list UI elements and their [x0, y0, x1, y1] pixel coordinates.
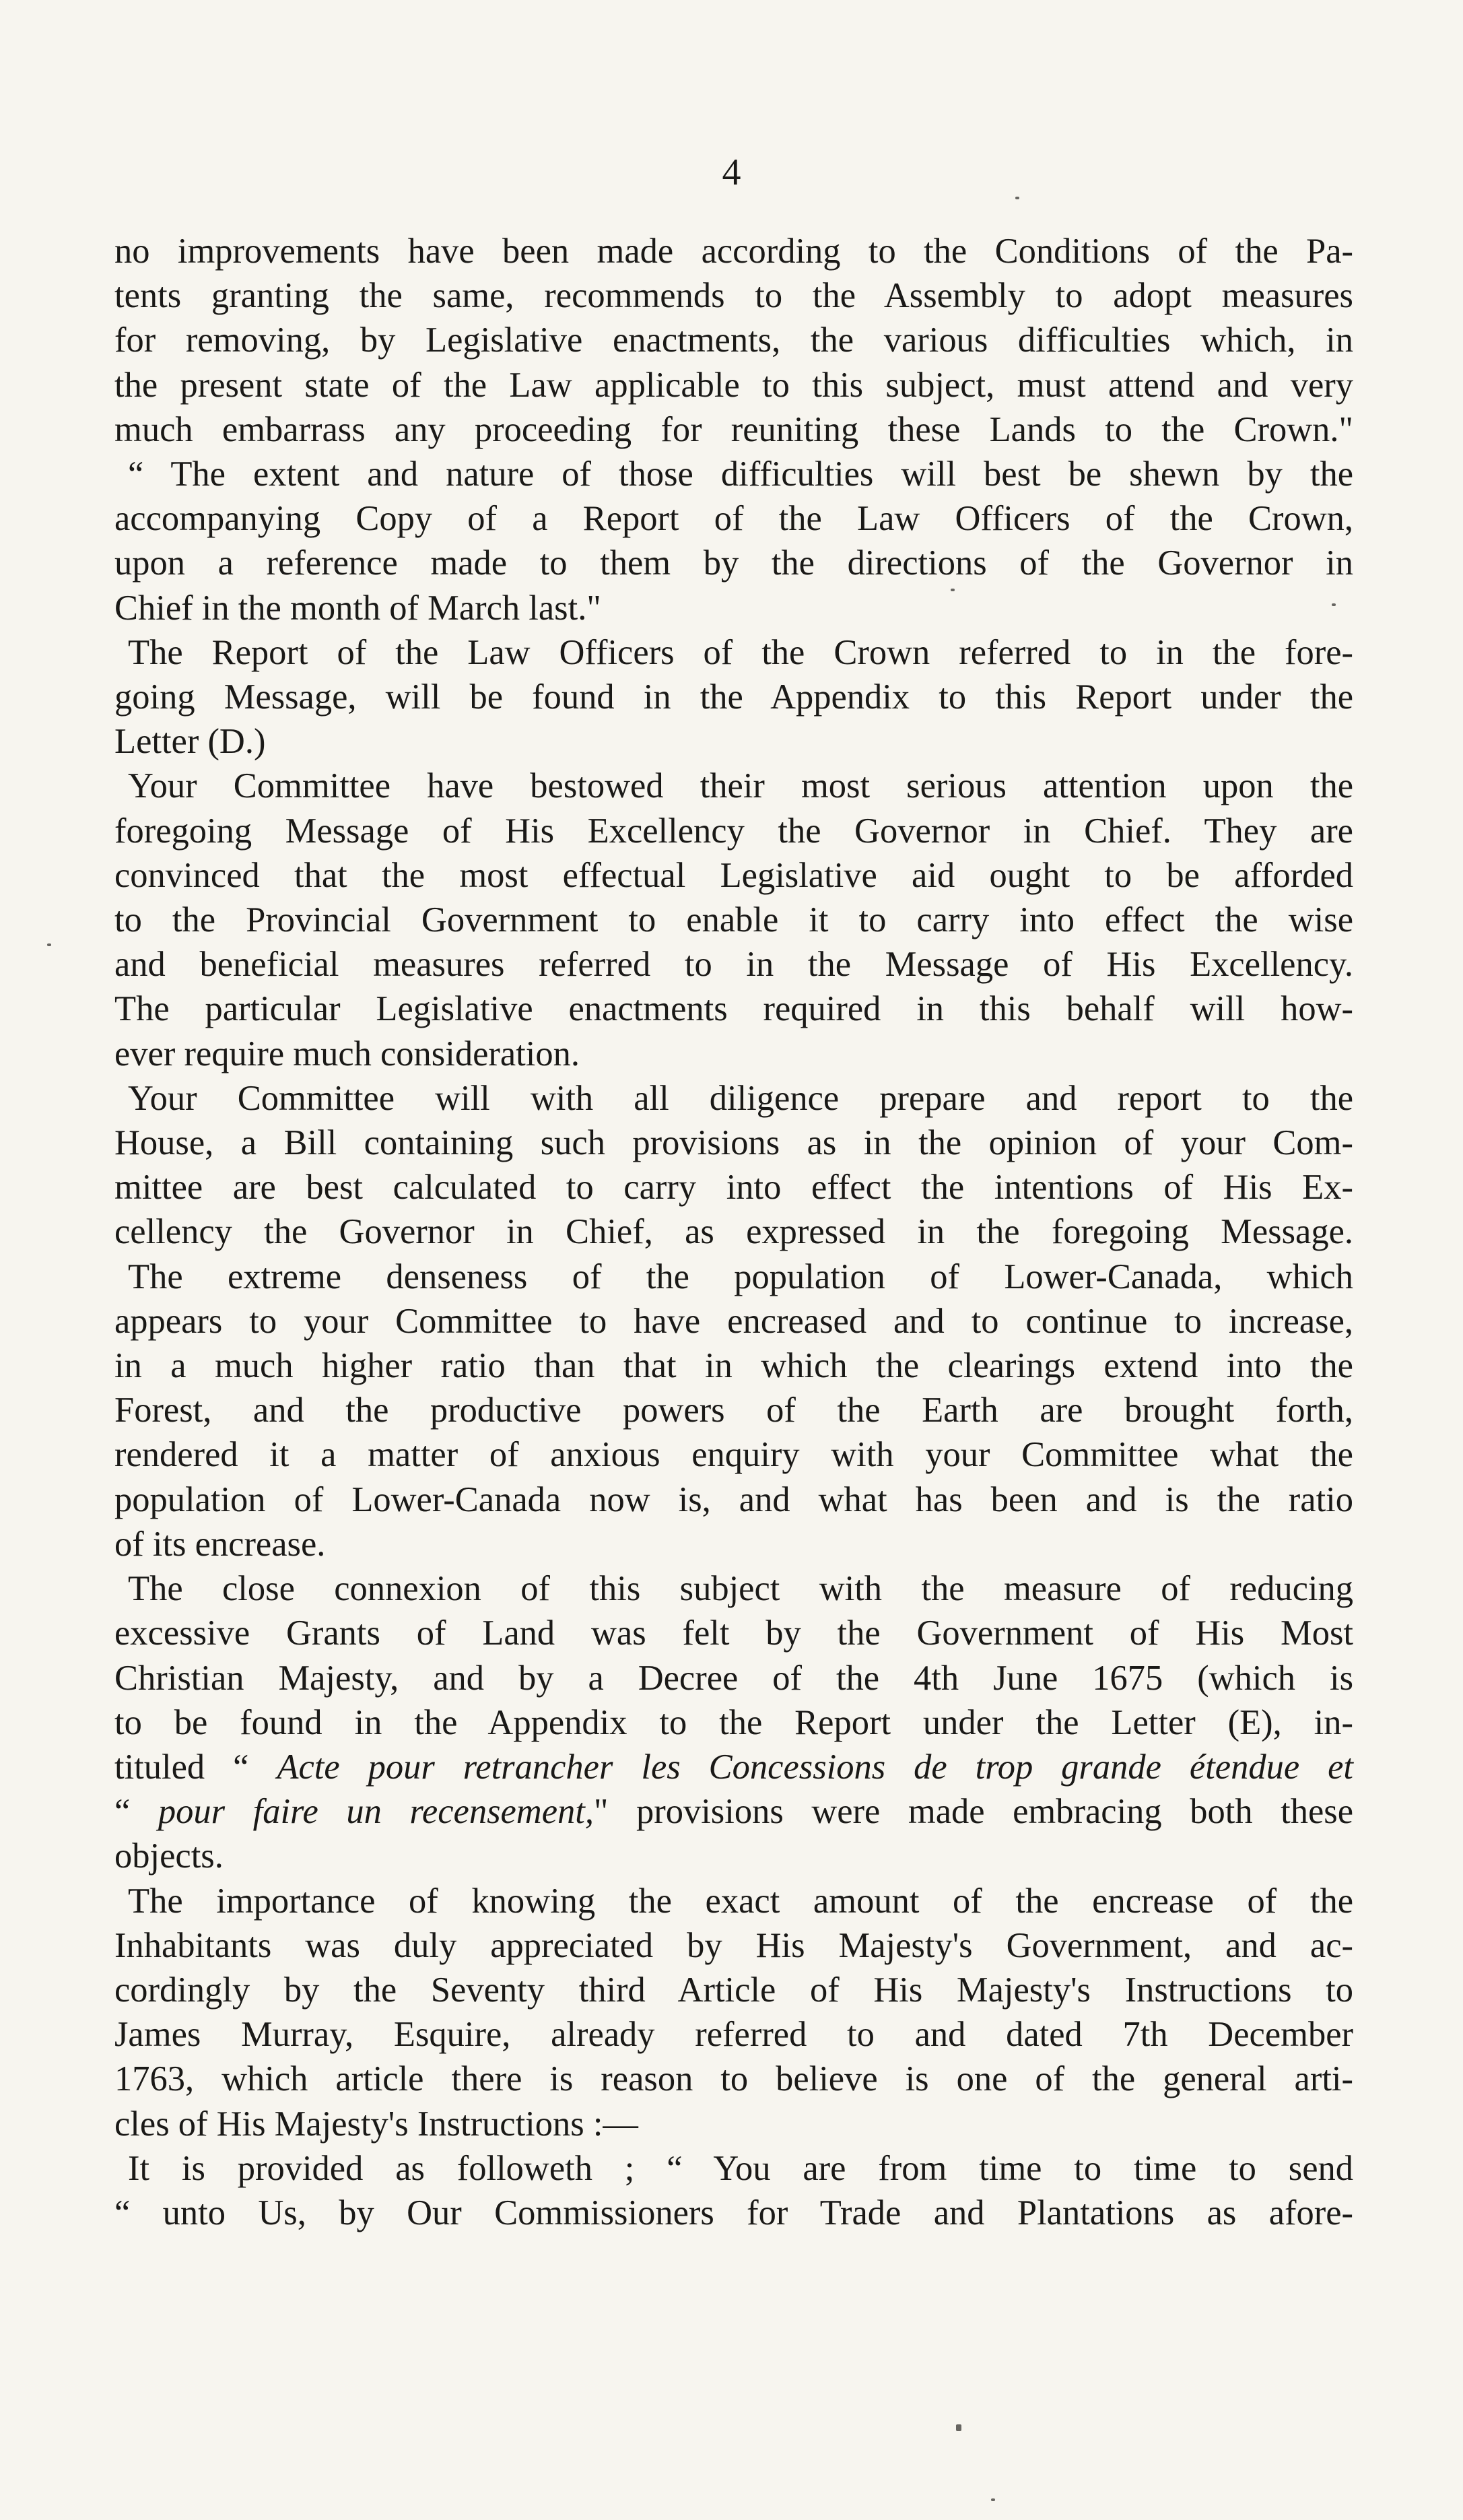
text-line: of its encrease. [114, 1524, 326, 1564]
paragraph-population-denseness [114, 1255, 1353, 1566]
text-line: mittee are best calculated to carry into effect the intentions of His Ex- [114, 1168, 1353, 1207]
ink-speck [1332, 603, 1336, 606]
text-line: Your Committee will with all diligence prepare and report to the [128, 1078, 1353, 1118]
text-line: to be found in the Appendix to the Report under the Letter (E), in- [114, 1702, 1353, 1742]
text-line: Inhabitants was duly appreciated by His Majesty's Government, and ac- [114, 1925, 1353, 1965]
text-line: 1763, which article there is reason to believe is one of the general arti- [114, 2059, 1353, 2099]
text-line: foregoing Message of His Excellency the Governor in Chief. They are [114, 811, 1353, 851]
text-line: cordingly by the Seventy third Article of His Majesty's Instructions to [114, 1970, 1353, 2010]
text-line: for removing, by Legislative enactments, the various difficulties which, in [114, 321, 1353, 360]
paragraph-bill-preparation [114, 1076, 1353, 1255]
french-title-italic: pour faire un recensement, [158, 1792, 594, 1832]
text-line: objects. [114, 1836, 224, 1876]
paragraph-difficulties [114, 452, 1353, 630]
text-line: cellency the Governor in Chief, as expressed in the foregoing Message. [114, 1212, 1353, 1252]
text-line: Your Committee have bestowed their most serious attention upon the [128, 766, 1353, 806]
text-line: “ The extent and nature of those difficulties will best be shewn by the [128, 455, 1353, 494]
text-line: upon a reference made to them by the directions of the Governor in [114, 543, 1353, 583]
text-fragment: " provisions were made embracing both these [594, 1792, 1354, 1832]
text-line: ever require much consideration. [114, 1034, 580, 1073]
ink-speck [1015, 197, 1019, 199]
text-line: in a much higher ratio than that in which the clearings extend into the [114, 1346, 1353, 1386]
text-line: The extreme denseness of the population of Lower-Canada, which [128, 1257, 1353, 1296]
text-line: House, a Bill containing such provisions as in the opinion of your Com- [114, 1123, 1353, 1163]
ink-speck [991, 2498, 995, 2501]
text-line: much embarrass any proceeding for reuniting these Lands to the Crown." [114, 409, 1353, 449]
text-line: rendered it a matter of anxious enquiry with your Committee what the [114, 1435, 1353, 1475]
text-line: Chief in the month of March last." [114, 588, 601, 628]
text-line: James Murray, Esquire, already referred to and dated 7th December [114, 2015, 1353, 2055]
page-number: 4 [722, 152, 741, 193]
text-line: accompanying Copy of a Report of the Law Officers of the Crown, [114, 499, 1353, 539]
text-line: Letter (D.) [114, 722, 266, 762]
text-line: The importance of knowing the exact amount of the encrease of the [128, 1881, 1353, 1921]
text-line: tents granting the same, recommends to the Assembly to adopt measures [114, 276, 1353, 316]
text-line: It is provided as followeth ; “ You are from time to time to send [128, 2148, 1353, 2188]
text-line: appears to your Committee to have encreased and to continue to increase, [114, 1301, 1353, 1341]
text-line: Forest, and the productive powers of the Earth are brought forth, [114, 1391, 1353, 1430]
paragraph-law-officers-report [114, 630, 1353, 764]
text-line: Christian Majesty, and by a Decree of the 4th June 1675 (which is [114, 1658, 1353, 1698]
paragraph-murray-instructions [114, 1879, 1353, 2146]
paragraph-message-close [114, 229, 1353, 452]
text-line: to the Provincial Government to enable it to carry into effect the wise [114, 900, 1353, 940]
text-line: excessive Grants of Land was felt by the Government of His Most [114, 1614, 1353, 1653]
text-line: “ unto Us, by Our Commissioners for Trade and Plantations as afore- [114, 2193, 1353, 2232]
ink-speck [47, 943, 51, 946]
text-line: The Report of the Law Officers of the Crown referred to in the fore- [128, 632, 1353, 672]
paragraph-committee-attention [114, 764, 1353, 1075]
text-line: The close connexion of this subject with the measure of reducing [128, 1569, 1353, 1609]
paragraph-provided [114, 2146, 1353, 2235]
text-line: The particular Legislative enactments required in this behalf will how- [114, 989, 1353, 1029]
french-title-italic: Acte pour retrancher les Concessions de trop grande étendue et [277, 1747, 1353, 1787]
text-line: and beneficial measures referred to in the Message of His Excellency. [114, 945, 1353, 985]
text-line: population of Lower-Canada now is, and what has been and is the ratio [114, 1480, 1353, 1519]
text-line: going Message, will be found in the Appendix to this Report under the [114, 677, 1353, 717]
text-line: convinced that the most effectual Legislative aid ought to be afforded [114, 855, 1353, 895]
text-line: cles of His Majesty's Instructions :— [114, 2104, 638, 2144]
text-line: no improvements have been made according to the Conditions of the Pa- [114, 232, 1353, 271]
ink-speck [951, 589, 955, 591]
text-line: the present state of the Law applicable to this subject, must attend and very [114, 365, 1353, 405]
text-fragment: “ [114, 1792, 158, 1832]
ink-speck [956, 2424, 961, 2431]
text-line-with-french-title [114, 1789, 1353, 1834]
body-text [114, 229, 1353, 2235]
text-line-with-french-title [114, 1745, 1353, 1789]
text-fragment: tituled “ [114, 1747, 277, 1787]
paragraph-decree-1675 [114, 1566, 1353, 1878]
